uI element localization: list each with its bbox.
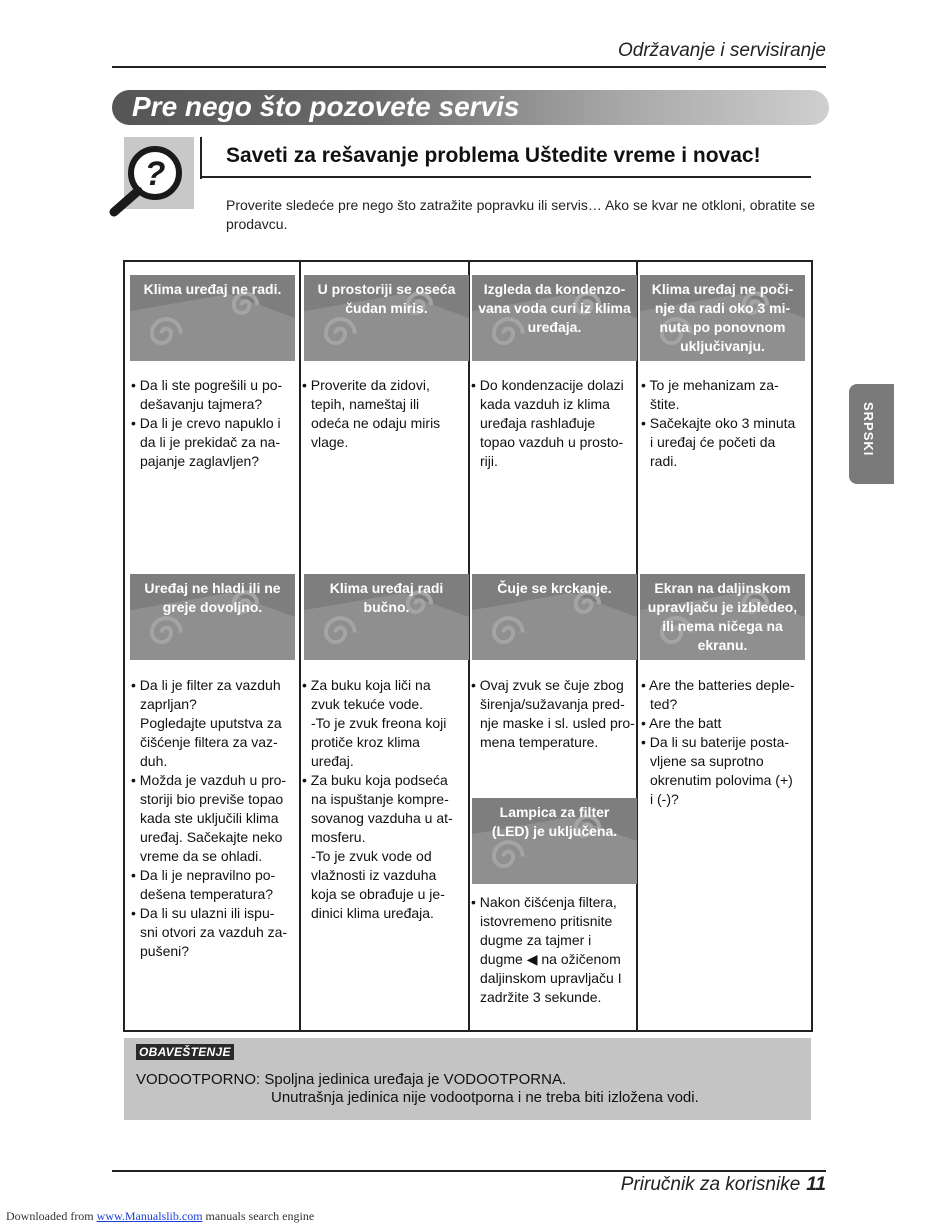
solution-text	[641, 376, 809, 471]
solution-line: mena temperature.	[480, 734, 599, 750]
problem-title-line: nuta po ponovnom	[659, 319, 786, 335]
page-number: 11	[806, 1174, 826, 1195]
subtitle-rule-vertical	[200, 137, 202, 179]
problem-title-line: upravljaču je izbledeo,	[647, 599, 798, 615]
problem-header-tile	[472, 574, 637, 660]
solution-text	[131, 676, 299, 961]
problem-title-line: ekranu.	[697, 637, 748, 653]
solution-line: dugme za tajmer i	[480, 932, 592, 948]
notice-box	[124, 1038, 811, 1120]
problem-header-tile	[472, 798, 637, 884]
problem-title-line: uključivanju.	[680, 338, 765, 354]
solution-line: vreme da se ohladi.	[140, 848, 263, 864]
solution-line: pajanje zaglavljen?	[140, 453, 260, 469]
solution-line: • Za buku koja podseća	[302, 772, 448, 788]
problem-title-line: U prostoriji se oseća	[317, 281, 456, 297]
solution-line: • Are the batteries deple-	[641, 677, 795, 693]
solution-line: okrenutim polovima (+)	[650, 772, 793, 788]
solution-line: vlage.	[311, 434, 349, 450]
solution-line: da li je prekidač za na-	[140, 434, 281, 450]
problem-title-line: Čuje se krckanje.	[497, 580, 612, 596]
problem-title-line: vana voda curi iz klima	[478, 300, 631, 316]
solution-line: zadržite 3 sekunde.	[480, 989, 602, 1005]
problem-header-tile	[640, 574, 805, 660]
solution-line: zaprljan?	[140, 696, 197, 712]
problem-title-line: čudan miris.	[345, 300, 428, 316]
solution-line: riji.	[480, 453, 498, 469]
solution-line: pušeni?	[140, 943, 190, 959]
intro-text: Proverite sledeće pre nego što zatražite popravku ili servis… Ako se kvar ne otkloni, obratite se prodavcu.	[226, 197, 816, 232]
solution-text	[302, 676, 470, 923]
solution-line: i (-)?	[650, 791, 679, 807]
solution-line: dugme ◀ na ožičenom	[480, 951, 621, 967]
solution-line: uređaj.	[311, 753, 354, 769]
solution-line: • Da li je crevo napuklo i	[131, 415, 281, 431]
problem-title-line: Lampica za filter	[499, 804, 610, 820]
solution-line: • Da li su ulazni ili ispu-	[131, 905, 275, 921]
solution-line: • Možda je vazduh u pro-	[131, 772, 287, 788]
notice-line-2: Unutrašnja jedinica nije vodootporna i ne treba biti izložena vodi.	[271, 1089, 699, 1106]
download-note	[6, 1209, 314, 1224]
problem-title	[472, 280, 637, 337]
solution-line: • Proverite da zidovi,	[302, 377, 430, 393]
svg-text:?: ?	[144, 155, 166, 193]
solution-line: • To je mehanizam za-	[641, 377, 779, 393]
problem-header-tile	[304, 275, 469, 361]
problem-header-tile	[130, 275, 295, 361]
problem-title-line: uređaja.	[527, 319, 582, 335]
solution-line: sni otvori za vazduh za-	[140, 924, 288, 940]
problem-title-line: Klima uređaj ne radi.	[143, 281, 282, 297]
problem-title-line: ili nema ničega na	[662, 618, 783, 634]
solution-line: tepih, nameštaj ili	[311, 396, 420, 412]
solution-line: • Nakon čišćenja filtera,	[471, 894, 617, 910]
solution-line: širenja/sužavanja pred-	[480, 696, 625, 712]
subtitle-rule	[200, 176, 811, 178]
problem-title-line: (LED) je uključena.	[491, 823, 618, 839]
solution-line: • Sačekajte oko 3 minuta	[641, 415, 796, 431]
solution-line: uređaj. Sačekajte neko	[140, 829, 283, 845]
download-link[interactable]: www.Manualslib.com	[96, 1209, 203, 1223]
solution-line: Pogledajte uputstva za	[140, 715, 282, 731]
solution-line: dinici klima uređaja.	[311, 905, 434, 921]
problem-title	[304, 280, 469, 318]
grid-divider	[299, 262, 301, 1030]
solution-line: ted?	[650, 696, 678, 712]
solution-line: kada vazduh iz klima	[480, 396, 610, 412]
solution-line: nje maske i sl. usled pro-	[480, 715, 635, 731]
solution-line: istovremeno pritisnite	[480, 913, 613, 929]
solution-line: • Do kondenzacije dolazi	[471, 377, 624, 393]
notice-line-1: VODOOTPORNO: Spoljna jedinica uređaja je VODOOTPORNA.	[136, 1071, 567, 1088]
header-rule	[112, 66, 826, 68]
solution-line: daljinskom upravljaču I	[480, 970, 622, 986]
solution-text	[471, 376, 639, 471]
solution-line: zvuk tekuće vode.	[311, 696, 424, 712]
solution-line: vljene sa suprotno	[650, 753, 764, 769]
solution-line: uređaja rashlađuje	[480, 415, 596, 431]
solution-line: mosferu.	[311, 829, 366, 845]
problem-title-line: greje dovoljno.	[162, 599, 263, 615]
solution-text	[302, 376, 470, 452]
solution-line: koja se obrađuje u je-	[311, 886, 445, 902]
footer	[621, 1174, 826, 1196]
problem-title-line: Uređaj ne hladi ili ne	[144, 580, 281, 596]
solution-line: • Da li ste pogrešili u po-	[131, 377, 283, 393]
solution-line: dešena temperatura?	[140, 886, 274, 902]
solution-line: odeća ne odaju miris	[311, 415, 441, 431]
solution-line: • Are the batt	[641, 715, 722, 731]
language-tab	[849, 384, 894, 484]
problem-header-tile	[304, 574, 469, 660]
solution-line: duh.	[140, 753, 168, 769]
problem-title-line: bučno.	[363, 599, 410, 615]
solution-text	[131, 376, 299, 471]
language-tab-label: SRPSKI	[861, 402, 876, 457]
subtitle: Saveti za rešavanje problema Uštedite vreme i novac!	[226, 144, 761, 167]
solution-line: storiji bio previše topao	[140, 791, 284, 807]
solution-line: radi.	[650, 453, 678, 469]
problem-title	[130, 280, 295, 299]
solution-text	[471, 676, 639, 752]
notice-badge: OBAVEŠTENJE	[136, 1044, 234, 1060]
footer-rule	[112, 1170, 826, 1172]
solution-line: na ispuštanje kompre-	[311, 791, 449, 807]
solution-line: • Za buku koja liči na	[302, 677, 431, 693]
solution-line: čišćenje filtera za vaz-	[140, 734, 278, 750]
solution-line: topao vazduh u prosto-	[480, 434, 624, 450]
solution-line: protiče kroz klima	[311, 734, 420, 750]
solution-line: vlažnosti iz vazduha	[311, 867, 437, 883]
solution-line: dešavanju tajmera?	[140, 396, 263, 412]
problem-title-line: Klima uređaj ne poči-	[651, 281, 794, 297]
solution-line: -To je zvuk vode od	[311, 848, 432, 864]
solution-text	[641, 676, 809, 809]
problem-title	[640, 579, 805, 655]
problem-header-tile	[640, 275, 805, 361]
problem-header-tile	[472, 275, 637, 361]
solution-line: sovanog vazduha u at-	[311, 810, 453, 826]
solution-line: • Da li je nepravilno po-	[131, 867, 276, 883]
section-title: Održavanje i servisiranje	[617, 40, 826, 61]
problem-header-tile	[130, 574, 295, 660]
manual-title: Priručnik za korisnike	[620, 1174, 801, 1195]
problem-title-line: Izgleda da kondenzo-	[483, 281, 626, 297]
problem-title-line: Ekran na daljinskom	[654, 580, 791, 596]
solution-line: -To je zvuk freona koji	[311, 715, 447, 731]
magnifier-question-icon	[108, 140, 198, 218]
problem-title	[130, 579, 295, 617]
problem-title	[472, 579, 637, 598]
problem-title-line: nje da radi oko 3 mi-	[654, 300, 791, 316]
banner-title: Pre nego što pozovete servis	[132, 91, 520, 122]
solution-line: štite.	[650, 396, 680, 412]
download-suffix: manuals search engine	[202, 1209, 315, 1223]
download-prefix: Downloaded from	[6, 1209, 97, 1223]
solution-line: • Da li su baterije posta-	[641, 734, 790, 750]
problem-title	[472, 803, 637, 841]
solution-line: • Ovaj zvuk se čuje zbog	[471, 677, 624, 693]
title-banner	[112, 90, 829, 125]
solution-line: • Da li je filter za vazduh	[131, 677, 281, 693]
problem-title	[640, 280, 805, 356]
problem-title-line: Klima uređaj radi	[329, 580, 444, 596]
solution-text	[471, 893, 639, 1007]
solution-line: i uređaj će početi da	[650, 434, 776, 450]
solution-line: kada ste uključili klima	[140, 810, 279, 826]
problem-title	[304, 579, 469, 617]
